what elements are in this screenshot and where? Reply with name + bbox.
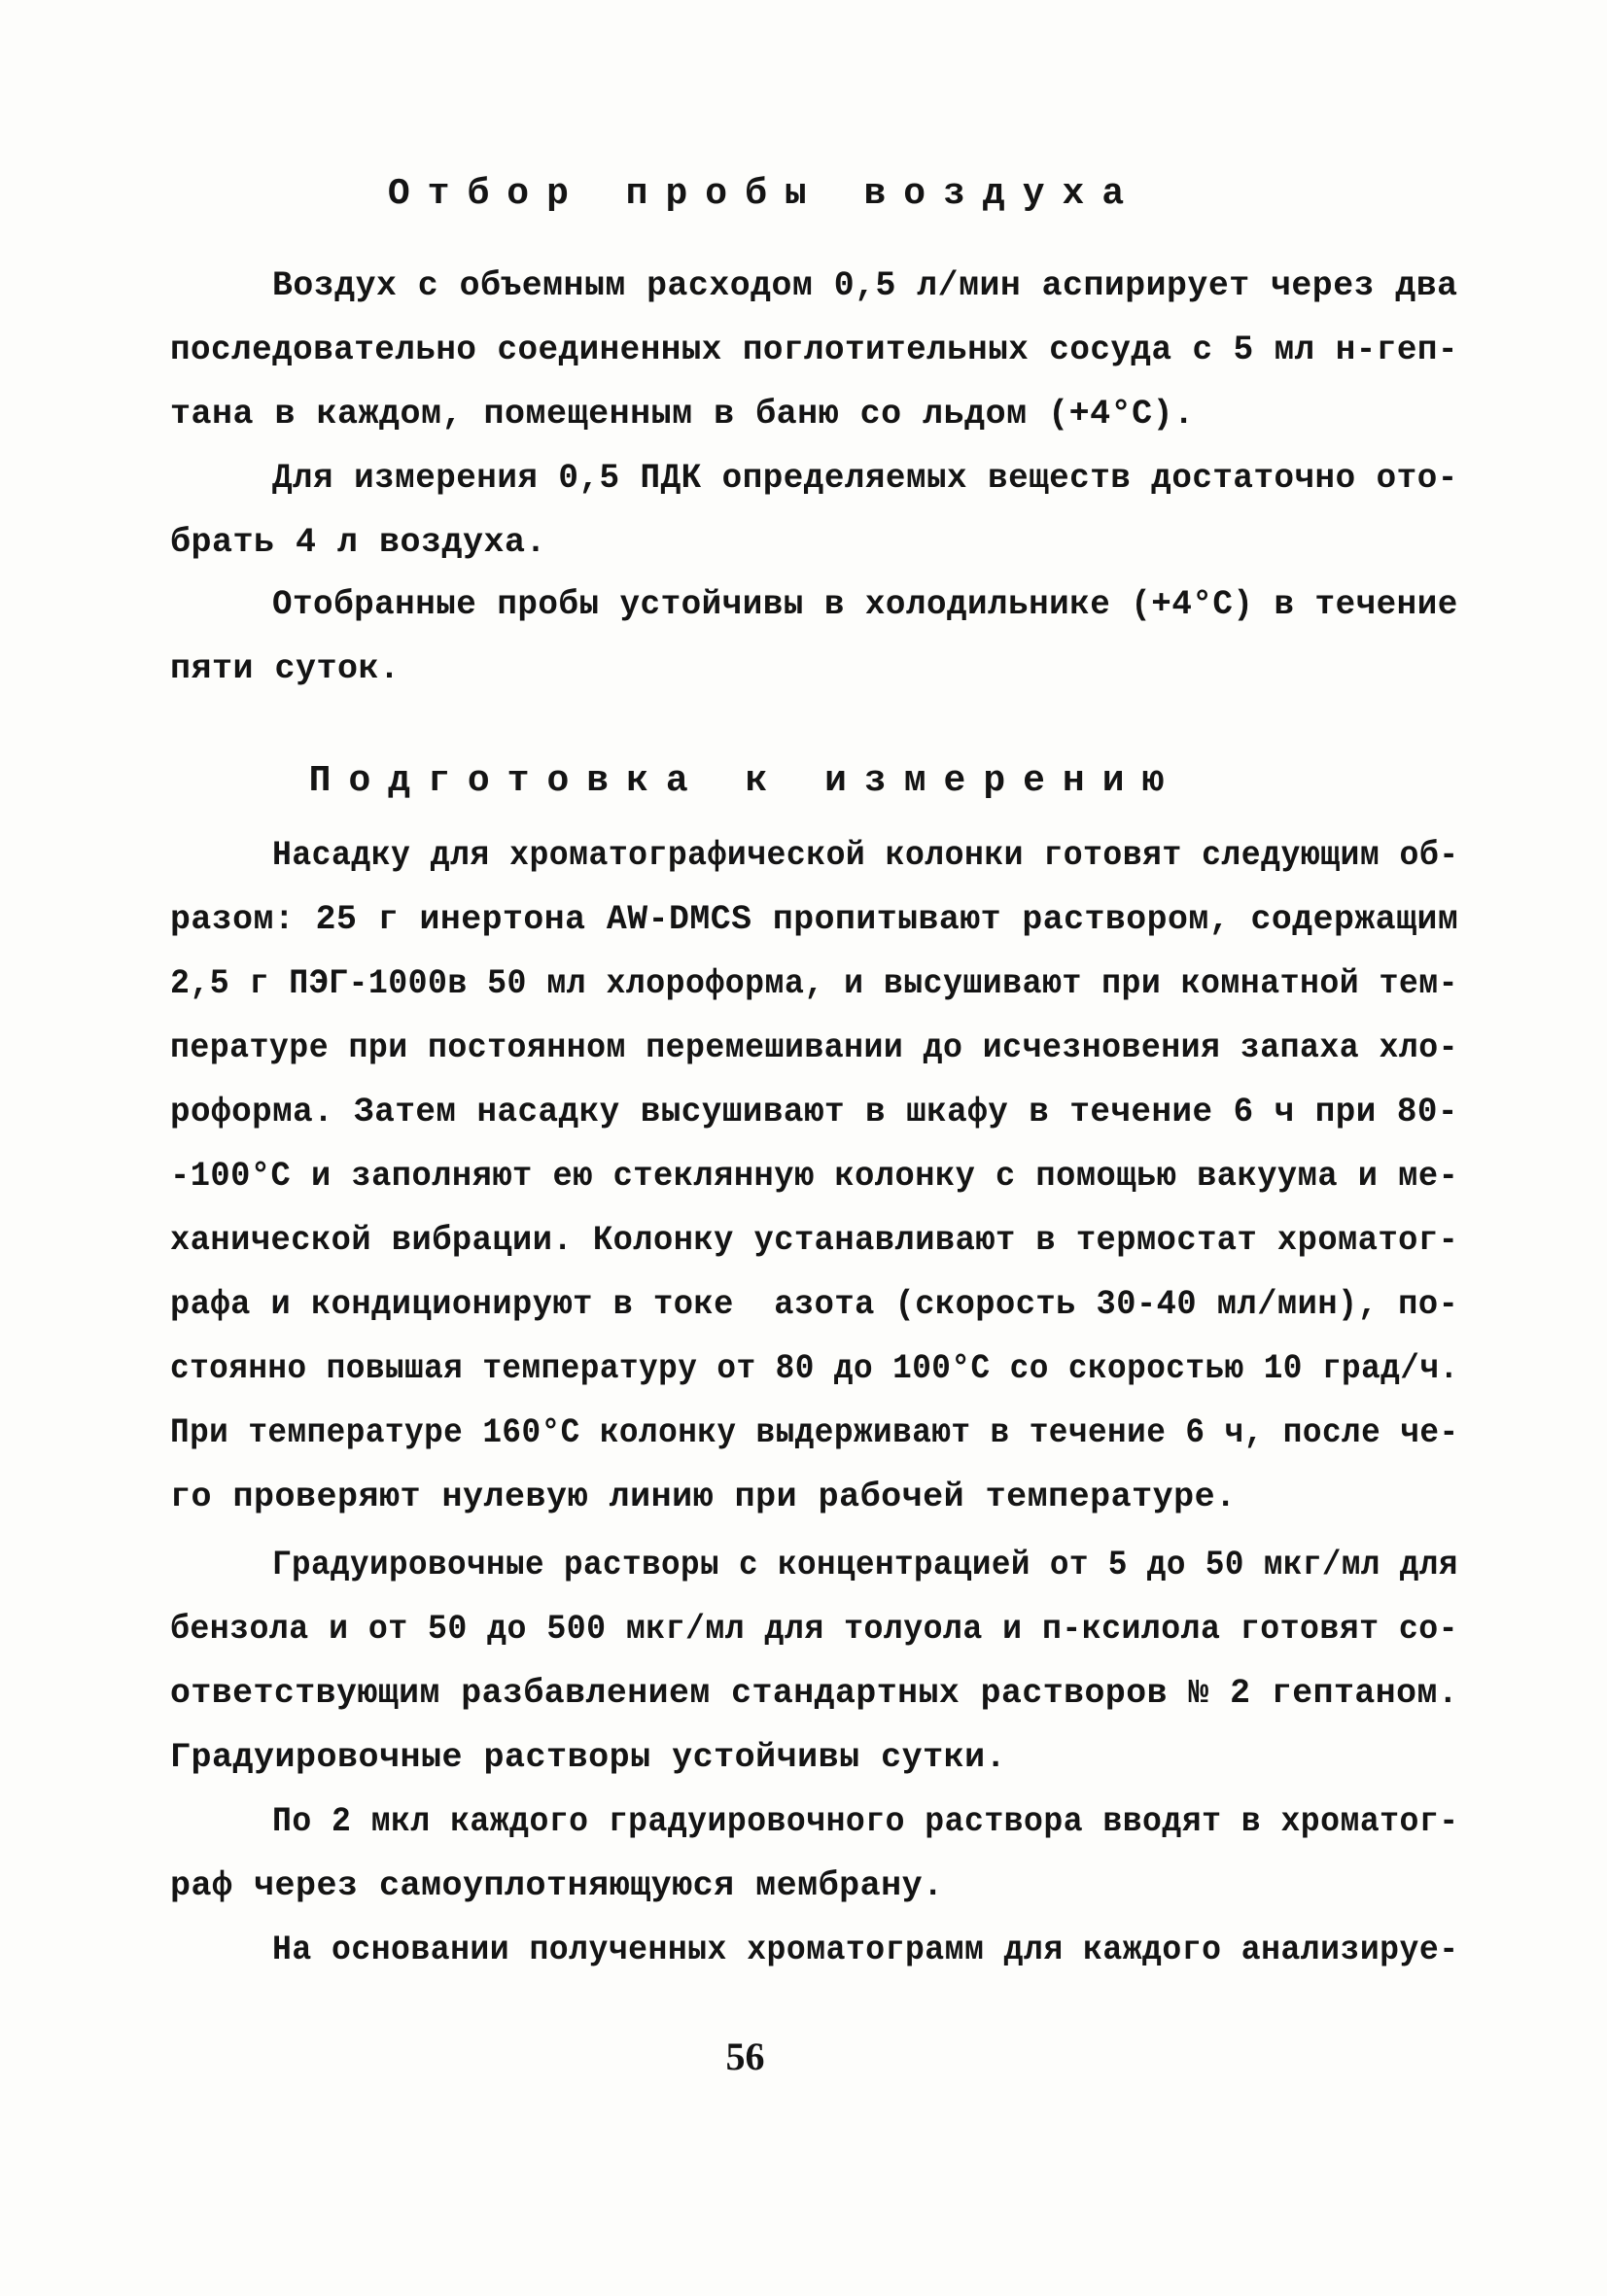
text-line: роформа. Затем насадку высушивают в шкафу в течение 6 ч при 80- bbox=[170, 1093, 1458, 1131]
text-line: го проверяют нулевую линию при рабочей температуре. bbox=[170, 1478, 1237, 1516]
text-line: тана в каждом, помещенным в баню со льдом (+4°С). bbox=[170, 395, 1195, 434]
text-line: разом: 25 г инертона AW-DMCS пропитывают раствором, содержащим bbox=[170, 900, 1459, 939]
text-line: ответствующим разбавлением стандартных растворов № 2 гептаном. bbox=[170, 1674, 1459, 1713]
text-line: По 2 мкл каждого градуировочного раствора вводят в хроматог- bbox=[272, 1802, 1459, 1841]
text-line: брать 4 л воздуха. bbox=[170, 523, 547, 562]
text-line: Градуировочные растворы с концентрацией от 5 до 50 мкг/мл для bbox=[272, 1546, 1458, 1584]
text-line: Отобранные пробы устойчивы в холодильнике (+4°С) в течение bbox=[272, 585, 1458, 624]
text-line: бензола и от 50 до 500 мкг/мл для толуола и п-ксилола готовят со- bbox=[170, 1610, 1459, 1649]
text-line: Градуировочные растворы устойчивы сутки. bbox=[170, 1738, 1007, 1777]
text-line: пературе при постоянном перемешивании до исчезновения запаха хло- bbox=[170, 1028, 1459, 1067]
section-heading-measurement-preparation: Подготовка к измерению bbox=[308, 760, 1182, 802]
text-line: пяти суток. bbox=[170, 649, 401, 688]
text-line: Воздух с объемным расходом 0,5 л/мин аспирирует через два bbox=[272, 266, 1458, 305]
text-line: раф через самоуплотняющуюся мембрану. bbox=[170, 1866, 944, 1905]
section-heading-air-sampling: Отбор пробы воздуха bbox=[387, 173, 1142, 215]
text-line: стоянно повышая температуру от 80 до 100°С со скоростью 10 град/ч. bbox=[170, 1349, 1459, 1388]
text-line: рафа и кондиционируют в токе азота (скорость 30-40 мл/мин), по- bbox=[170, 1285, 1459, 1324]
text-line: При температуре 160°С колонку выдерживают в течение 6 ч, после че- bbox=[170, 1413, 1459, 1452]
text-line: последовательно соединенных поглотительных сосуда с 5 мл н-геп- bbox=[170, 330, 1458, 369]
page-number: 56 bbox=[725, 2035, 765, 2078]
text-line: 2,5 г ПЭГ-1000в 50 мл хлороформа, и высушивают при комнатной тем- bbox=[170, 964, 1459, 1003]
text-line: На основании полученных хроматограмм для каждого анализируе- bbox=[272, 1931, 1459, 1969]
text-line: -100°С и заполняют ею стеклянную колонку с помощью вакуума и ме- bbox=[170, 1157, 1459, 1196]
text-line: ханической вибрации. Колонку устанавливают в термостат хроматог- bbox=[170, 1221, 1459, 1260]
text-line: Насадку для хроматографической колонки готовят следующим об- bbox=[272, 836, 1459, 875]
text-line: Для измерения 0,5 ПДК определяемых веществ достаточно ото- bbox=[272, 459, 1458, 498]
